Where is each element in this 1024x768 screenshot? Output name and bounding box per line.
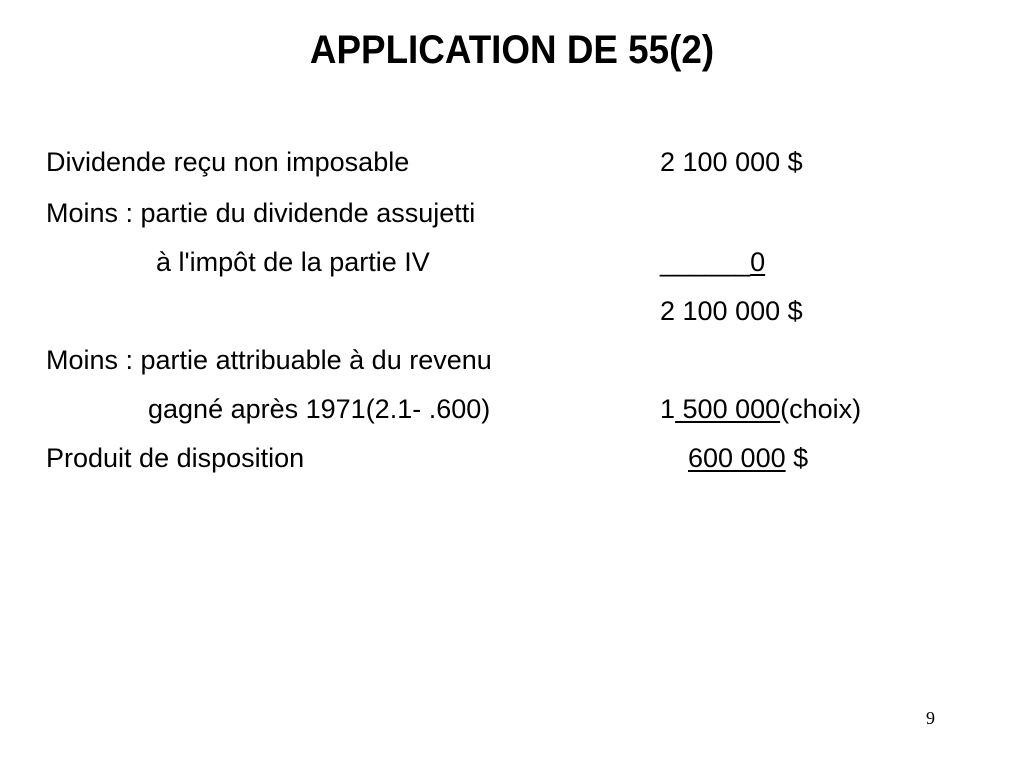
- proceeds-amount: [688, 442, 808, 474]
- proceeds-amount-suffix: $: [785, 443, 809, 473]
- less-part-iv-amount: [660, 246, 765, 278]
- less-revenue-label-line2: gagné après 1971(2.1- .600): [148, 394, 491, 424]
- proceeds-amount-value: 600 000: [688, 443, 786, 473]
- dividend-amount: 2 100 000 $: [660, 147, 803, 177]
- slide-title: APPLICATION DE 55(2): [309, 28, 715, 72]
- less-revenue-amount-suffix: (choix): [780, 394, 862, 424]
- proceeds-label: Produit de disposition: [46, 443, 305, 473]
- less-revenue-amount-prefix: 1: [660, 394, 676, 424]
- dividend-label: Dividende reçu non imposable: [46, 147, 410, 177]
- less-part-iv-label-line1: Moins : partie du dividende assujetti: [46, 198, 476, 228]
- less-revenue-label-line1: Moins : partie attribuable à du revenu: [46, 345, 492, 375]
- less-part-iv-amount-value: 0: [750, 247, 766, 277]
- page-number: 9: [926, 708, 935, 728]
- subtotal-amount: 2 100 000 $: [660, 296, 803, 326]
- less-part-iv-amount-blank: ______: [660, 247, 751, 277]
- less-revenue-amount-value: 500 000: [675, 394, 781, 424]
- less-revenue-amount: [660, 393, 861, 425]
- less-part-iv-label-line2: à l'impôt de la partie IV: [156, 247, 430, 277]
